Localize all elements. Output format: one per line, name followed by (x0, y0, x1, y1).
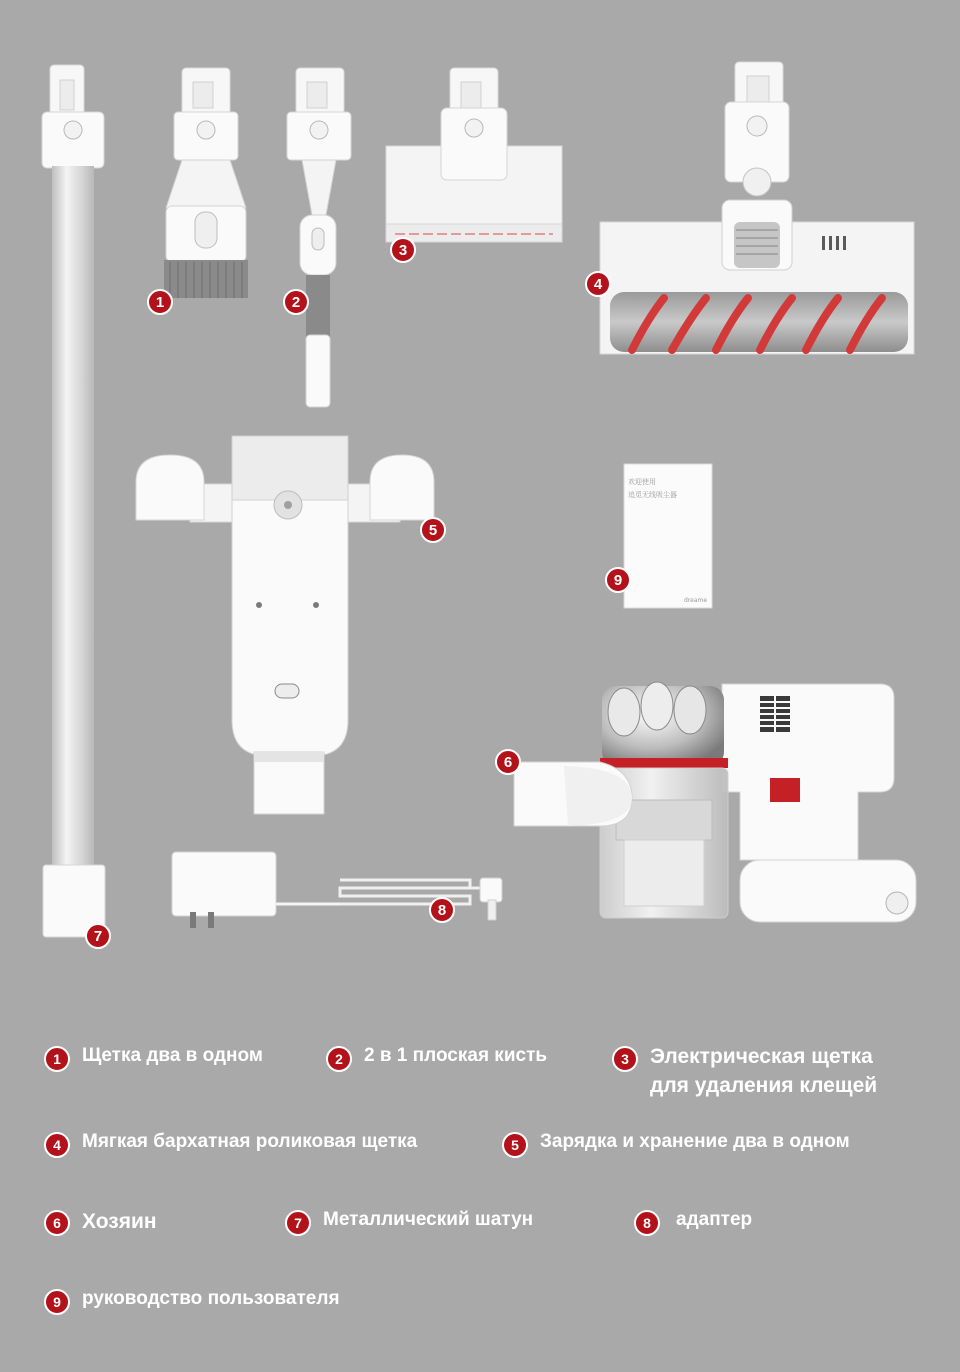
svg-text:2: 2 (291, 294, 301, 311)
legend-label: Мягкая бархатная роликовая щетка (82, 1131, 418, 1152)
legend-item-6 (44, 1209, 157, 1236)
legend-item-9 (44, 1288, 340, 1315)
legend-label (650, 1042, 877, 1100)
svg-text:9: 9 (613, 572, 623, 589)
svg-text:1: 1 (155, 294, 165, 311)
legend-label: Зарядка и хранение два в одном (540, 1131, 850, 1152)
legend-item-2 (326, 1045, 547, 1072)
legend-item-8 (634, 1209, 752, 1236)
svg-text:5: 5 (428, 522, 438, 539)
svg-text:8: 8 (437, 902, 447, 919)
legend-label: Металлический шатун (323, 1209, 534, 1230)
legend-label-line2: для удаления клещей (650, 1074, 878, 1097)
badge-9 (606, 568, 630, 592)
badge-5 (421, 518, 445, 542)
svg-text:3: 3 (398, 242, 408, 259)
legend-item-4 (44, 1131, 417, 1158)
legend-number: 7 (285, 1210, 311, 1236)
legend-label: адаптер (676, 1209, 753, 1230)
legend-number: 2 (326, 1046, 352, 1072)
two-in-one-brush (164, 68, 248, 298)
legend-number: 9 (44, 1289, 70, 1315)
legend-number: 8 (634, 1210, 660, 1236)
legend-label: руководство пользователя (82, 1288, 340, 1309)
legend-number: 4 (44, 1132, 70, 1158)
main-handheld-unit (514, 682, 916, 922)
svg-text:6: 6 (503, 754, 513, 771)
legend-number: 5 (502, 1132, 528, 1158)
badge-2 (284, 290, 308, 314)
charging-dock (136, 436, 434, 814)
badge-6 (496, 750, 520, 774)
legend-number: 6 (44, 1210, 70, 1236)
manual-line1: 欢迎使用 (628, 478, 656, 486)
legend-label: Хозяин (82, 1210, 157, 1233)
legend-number: 3 (612, 1046, 638, 1072)
soft-roller-brush (600, 62, 914, 354)
extension-tube (42, 65, 105, 937)
legend-label-line1: Электрическая щетка (650, 1045, 873, 1068)
badge-7 (86, 924, 110, 948)
mite-removal-brush (386, 68, 562, 242)
legend-item-7 (285, 1209, 533, 1236)
legend-label: 2 в 1 плоская кисть (364, 1045, 548, 1066)
legend-item-1 (44, 1045, 263, 1072)
badge-4 (586, 272, 610, 296)
user-manual (624, 464, 712, 608)
legend-item-5 (502, 1131, 850, 1158)
svg-text:4: 4 (593, 276, 603, 293)
badge-8 (430, 898, 454, 922)
legend-label: Щетка два в одном (82, 1045, 263, 1066)
legend-number: 1 (44, 1046, 70, 1072)
badge-1 (148, 290, 172, 314)
badge-3 (391, 238, 415, 262)
manual-brand: dreame (684, 597, 708, 604)
legend-item-3 (612, 1045, 877, 1100)
flat-brush (287, 68, 351, 407)
svg-text:7: 7 (93, 928, 103, 945)
manual-line2: 追觅无线吸尘器 (628, 491, 677, 499)
